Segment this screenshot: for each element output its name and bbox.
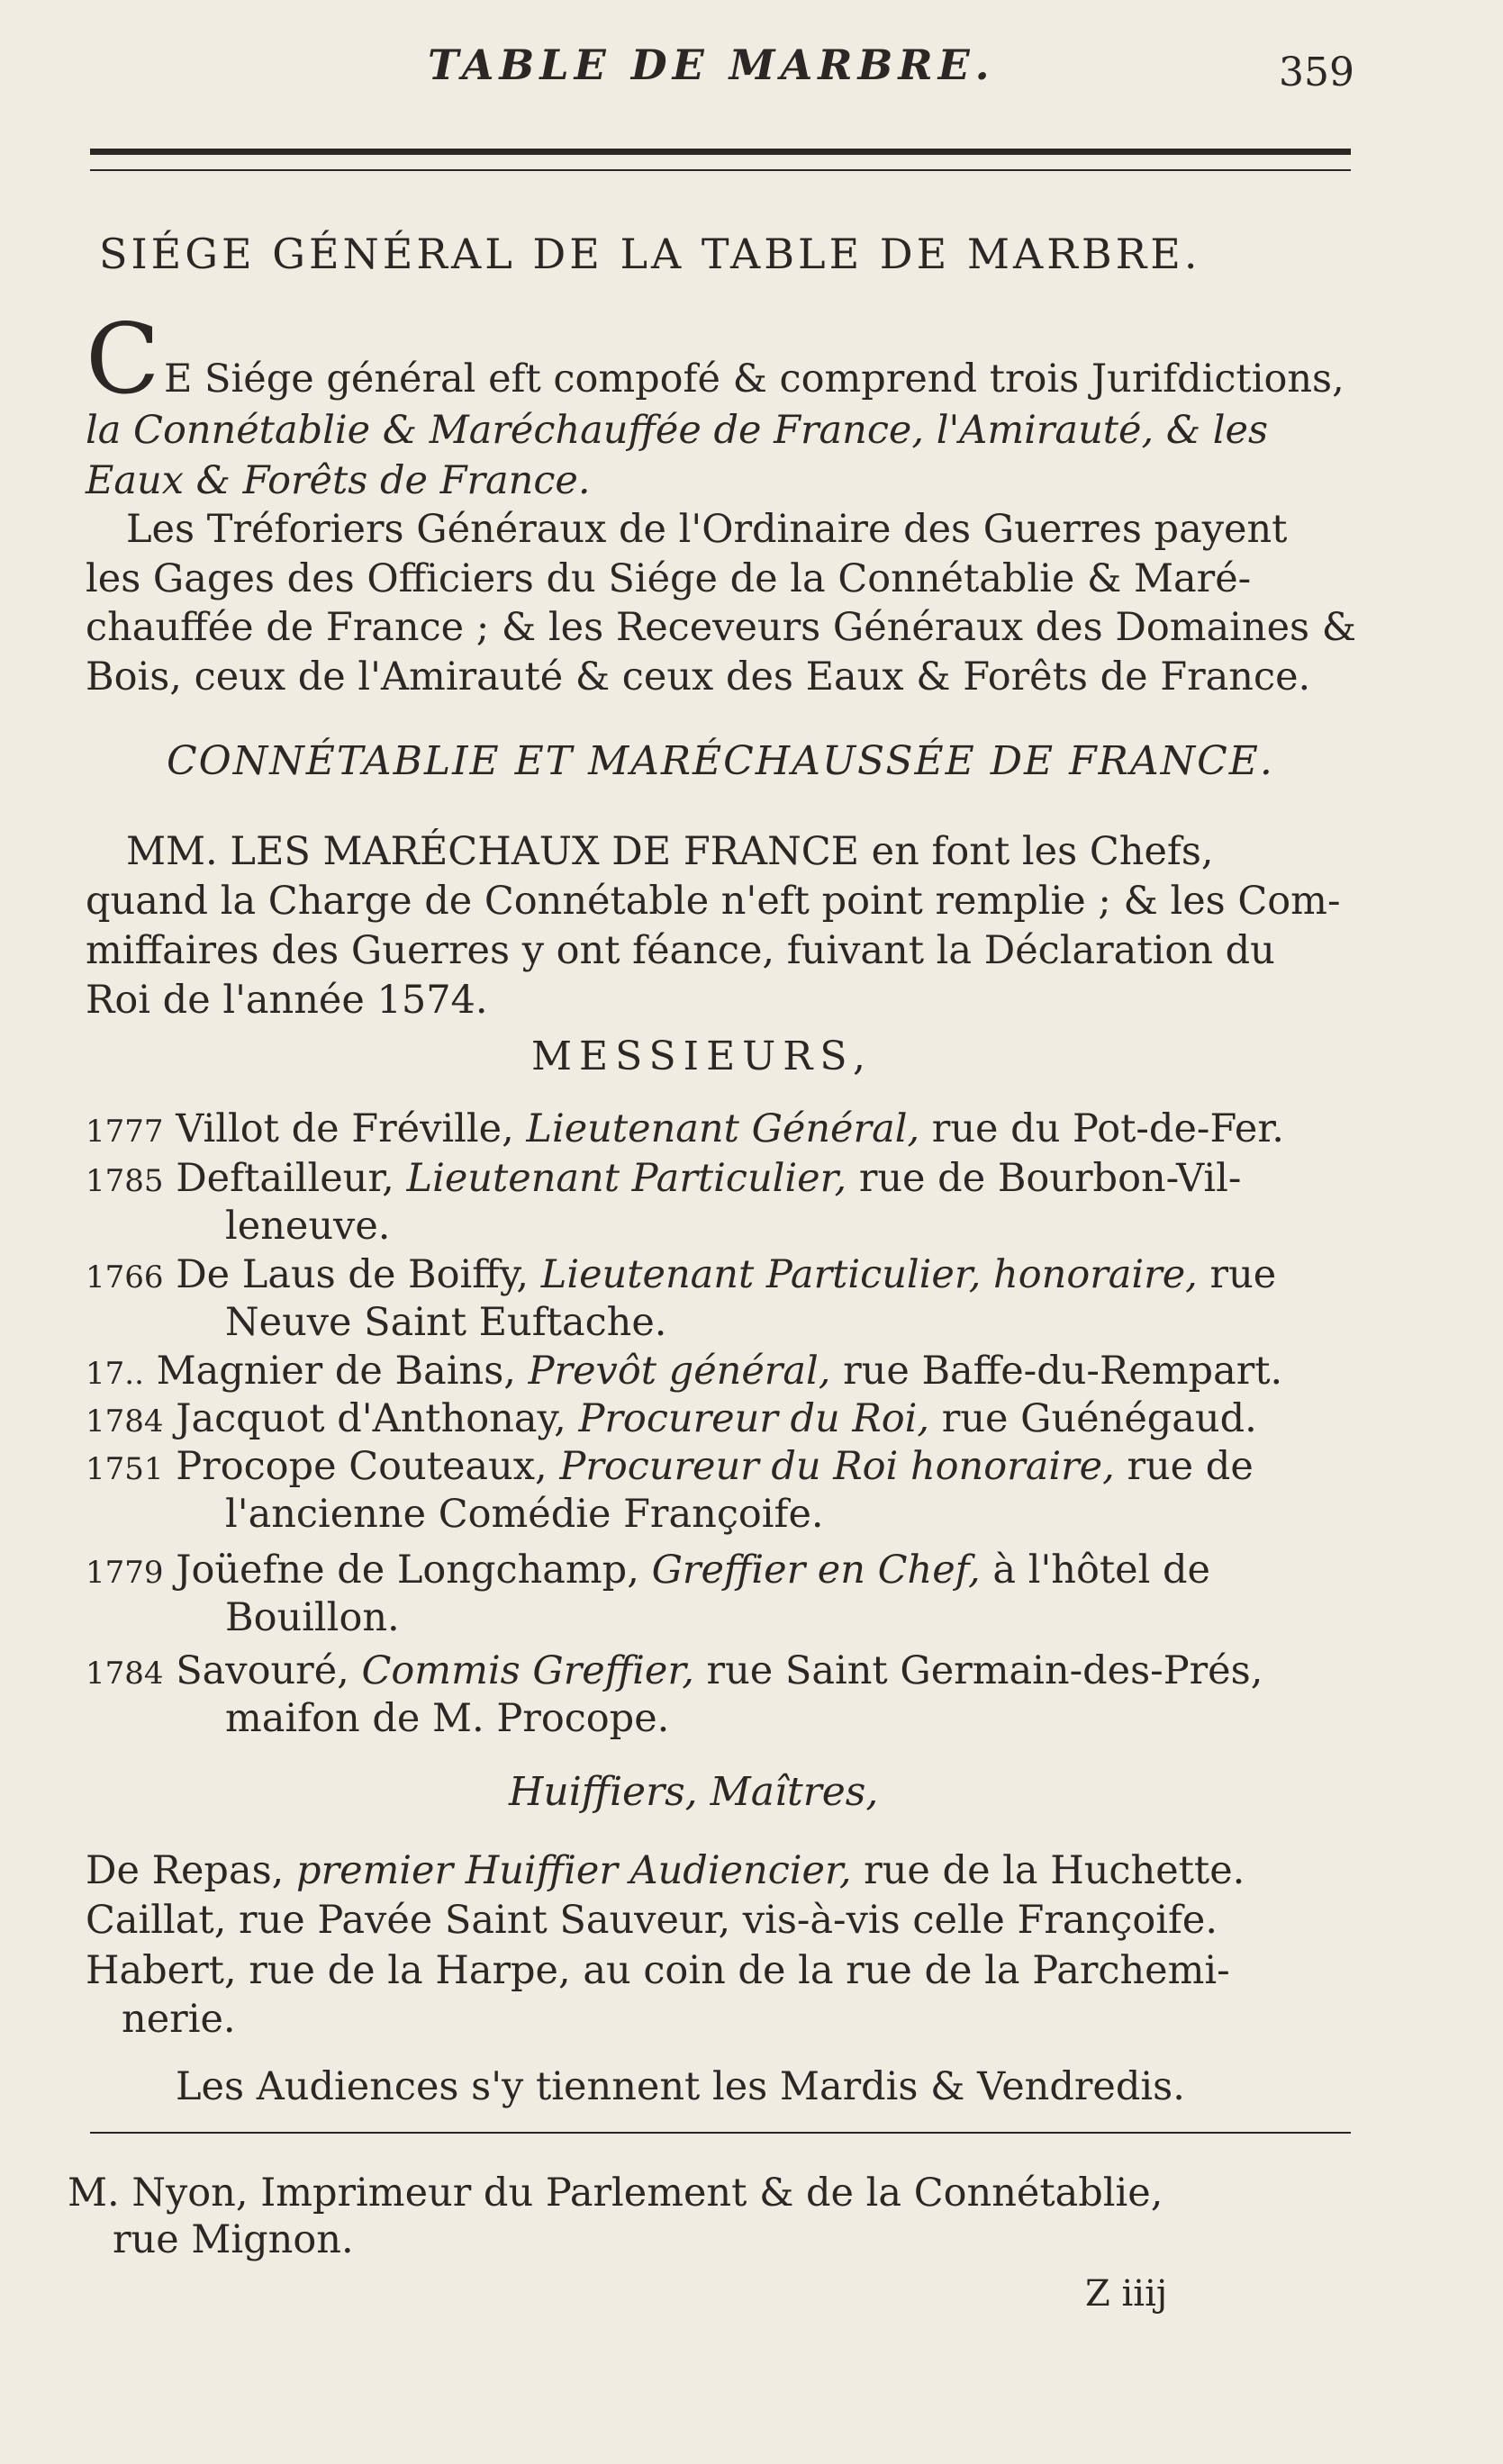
huissier-line-2: Caillat, rue Pavée Saint Sauveur, vis-à-vis celle Françoife. [86, 1898, 1218, 1943]
entry-address: rue Guénégaud. [941, 1396, 1257, 1441]
header-double-rule-thin [90, 169, 1351, 171]
section-title: SIÉGE GÉNÉRAL DE LA TABLE DE MARBRE. [99, 230, 1201, 278]
treasurers-line-3: chauffée de France ; & les Receveurs Généraux des Domaines & [86, 605, 1357, 650]
intro-line-3: Eaux & Forêts de France. [86, 458, 591, 503]
audiences-note: Les Audiences s'y tiennent les Mardis & Vendredis. [176, 2064, 1185, 2109]
huissier-line-3: Habert, rue de la Harpe, au coin de la rue de la Parchemi- [86, 1948, 1230, 1993]
entry-title: Lieutenant Général, [526, 1106, 920, 1151]
entry-name: Jacquot d'Anthonay, [176, 1396, 566, 1441]
page-number: 359 [1279, 50, 1354, 95]
entry-continuation: leneuve. [225, 1204, 391, 1249]
treasurers-line-4: Bois, ceux de l'Amirauté & ceux des Eaux & Forêts de France. [86, 654, 1311, 699]
entry-name: Villot de Fréville, [176, 1106, 514, 1151]
treasurers-line-2: les Gages des Officiers du Siége de la Connétablie & Maré- [86, 556, 1252, 601]
entry-address: rue du Pot-de-Fer. [931, 1106, 1284, 1151]
huissier-name: De Repas, [86, 1848, 285, 1893]
huissiers-heading: Huiffiers, Maîtres, [509, 1769, 879, 1815]
huissier-line-4: nerie. [122, 1997, 236, 2042]
entry-year: 1779 [86, 1555, 164, 1591]
entry-continuation: maifon de M. Procope. [225, 1696, 670, 1741]
entry-title: Lieutenant Particulier, honoraire, [540, 1252, 1198, 1297]
entry-continuation: l'ancienne Comédie Françoife. [225, 1492, 824, 1537]
footer-rule [90, 2132, 1351, 2134]
printer-line-1: M. Nyon, Imprimeur du Parlement & de la Connétablie, [68, 2171, 1163, 2216]
entry-name: De Laus de Boiffy, [176, 1252, 530, 1297]
entry-year: 1766 [86, 1259, 164, 1295]
intro-line-2: la Connétablie & Maréchauffée de France, l'Amirauté, & les [86, 408, 1269, 453]
chefs-line-4: Roi de l'année 1574. [86, 978, 488, 1023]
running-title: TABLE DE MARBRE. [428, 41, 995, 89]
subsection-title: CONNÉTABLIE ET MARÉCHAUSSÉE DE FRANCE. [167, 738, 1274, 784]
signature-mark: Z iiij [1085, 2273, 1168, 2315]
entry-year: 1785 [86, 1163, 164, 1199]
huissier-address: rue de la Huchette. [864, 1848, 1245, 1893]
huissier-line-1 [86, 1847, 1245, 1894]
entry-name: Savouré, [176, 1648, 349, 1693]
entry-title: Procureur du Roi, [578, 1396, 930, 1441]
treasurers-line-1: Les Tréforiers Généraux de l'Ordinaire des Guerres payent [126, 507, 1288, 552]
chefs-line-1: MM. LES MARÉCHAUX DE FRANCE en font les Chefs, [126, 829, 1214, 874]
entry-name: Deftailleur, [176, 1156, 394, 1201]
entry-title: Greffier en Chef, [651, 1548, 981, 1593]
entry-name: Procope Couteaux, [176, 1444, 548, 1489]
messieurs-heading: MESSIEURS, [531, 1033, 873, 1079]
printer-line-2: rue Mignon. [113, 2217, 354, 2262]
entry-year: 17.. [86, 1356, 144, 1392]
intro-line-1: E Siége général eft compofé & comprend trois Jurifdictions, [164, 357, 1345, 402]
entry-title: Prevôt général, [528, 1349, 831, 1394]
entry-title: Commis Greffier, [361, 1648, 694, 1693]
header-double-rule-thick [90, 149, 1351, 155]
entry-continuation: Neuve Saint Euftache. [225, 1300, 667, 1345]
entry-title: Lieutenant Particulier, [406, 1156, 847, 1201]
entry-year: 1751 [86, 1451, 164, 1487]
entry-address: à l'hôtel de [992, 1548, 1210, 1593]
entry-address: rue Saint Germain-des-Prés, [706, 1648, 1263, 1693]
entry-name: Joüefne de Longchamp, [176, 1548, 639, 1593]
huissier-title: premier Huiffier Audiencier, [295, 1848, 852, 1893]
entry-address: rue de Bourbon-Vil- [858, 1156, 1242, 1201]
entry-continuation: Bouillon. [225, 1595, 400, 1640]
entry-name: Magnier de Bains, [156, 1349, 516, 1394]
entry-year: 1784 [86, 1403, 164, 1440]
drop-cap: C [86, 303, 160, 416]
chefs-line-3: miffaires des Guerres y ont féance, fuivant la Déclaration du [86, 928, 1275, 973]
entry-year: 1784 [86, 1656, 164, 1692]
entry-year: 1777 [86, 1114, 164, 1150]
entry-address: rue de [1127, 1444, 1254, 1489]
chefs-line-2: quand la Charge de Connétable n'eft point remplie ; & les Com- [86, 879, 1341, 924]
entry-title: Procureur du Roi honoraire, [559, 1444, 1115, 1489]
entry-address: rue [1209, 1252, 1277, 1297]
entry-address: rue Baffe-du-Rempart. [843, 1349, 1283, 1394]
